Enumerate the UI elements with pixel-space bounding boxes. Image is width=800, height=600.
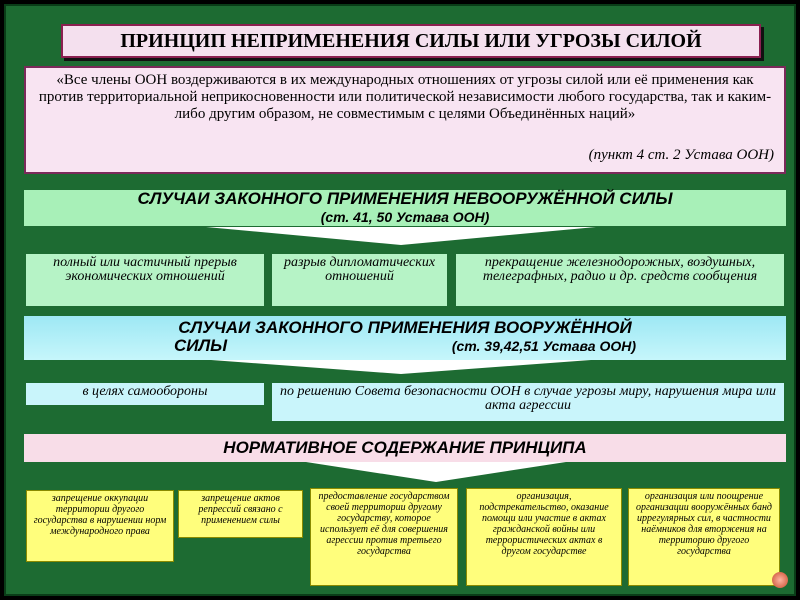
armed-arrow bbox=[211, 360, 591, 374]
normative-item-armed-bands: организация или поощрение организации вооружённых банд иррегулярных сил, в частности наёмников для вторжения на территорию другого государства bbox=[628, 488, 780, 586]
normative-arrow bbox=[306, 462, 566, 482]
unarmed-item-diplomatic: разрыв дипломатических отношений bbox=[272, 254, 447, 306]
charter-quote bbox=[24, 66, 786, 174]
quote-text: «Все члены ООН воздерживаются в их международных отношениях от угрозы силой или её применения как против территориальной неприкосновенности или политической независимости любого государства, так и каким-либо другим образом, не совместимым с целями Объединённых наций» bbox=[38, 72, 772, 122]
unarmed-item-economic: полный или частичный прерыв экономических отношений bbox=[26, 254, 264, 306]
unarmed-ref: (ст. 41, 50 Устава ООН) bbox=[320, 209, 490, 225]
unarmed-item-communications: прекращение железнодорожных, воздушных, телеграфных, радио и др. средств сообщения bbox=[456, 254, 784, 306]
normative-heading-band bbox=[24, 434, 786, 462]
armed-heading-line1: СЛУЧАИ ЗАКОННОГО ПРИМЕНЕНИЯ ВООРУЖЁННОЙ bbox=[178, 318, 632, 337]
armed-item-security-council: по решению Совета безопасности ООН в случае угрозы миру, нарушения мира или акта агрессии bbox=[272, 383, 784, 421]
quote-source: (пункт 4 ст. 2 Устава ООН) bbox=[588, 147, 774, 163]
armed-heading-line2: СИЛЫ bbox=[174, 336, 228, 355]
unarmed-heading: СЛУЧАИ ЗАКОННОГО ПРИМЕНЕНИЯ НЕВООРУЖЁННОЙ СИЛЫ bbox=[137, 189, 673, 208]
slide-title: ПРИНЦИП НЕПРИМЕНЕНИЯ СИЛЫ ИЛИ УГРОЗЫ СИЛОЙ bbox=[61, 24, 761, 58]
normative-heading: НОРМАТИВНОЕ СОДЕРЖАНИЕ ПРИНЦИПА bbox=[223, 438, 587, 457]
slide bbox=[4, 4, 796, 596]
armed-heading-band bbox=[24, 316, 786, 360]
unarmed-heading-band bbox=[24, 190, 786, 226]
corner-badge-icon bbox=[772, 572, 788, 588]
normative-item-occupation: запрещение оккупации территории другого государства в нарушении норм международного права bbox=[26, 490, 174, 562]
normative-item-civil-war: организация, подстрекательство, оказание помощи или участие в актах гражданской войны или террористических актах в другом государстве bbox=[466, 488, 622, 586]
armed-item-self-defense: в целях самообороны bbox=[26, 383, 264, 405]
armed-ref: (ст. 39,42,51 Устава ООН) bbox=[451, 338, 636, 354]
normative-item-territory: предоставление государством своей территории другому государству, которое использует её для совершения агрессии против третьего государства bbox=[310, 488, 458, 586]
unarmed-arrow bbox=[206, 227, 596, 245]
normative-item-reprisals: запрещение актов репрессий связано с применением силы bbox=[178, 490, 303, 538]
